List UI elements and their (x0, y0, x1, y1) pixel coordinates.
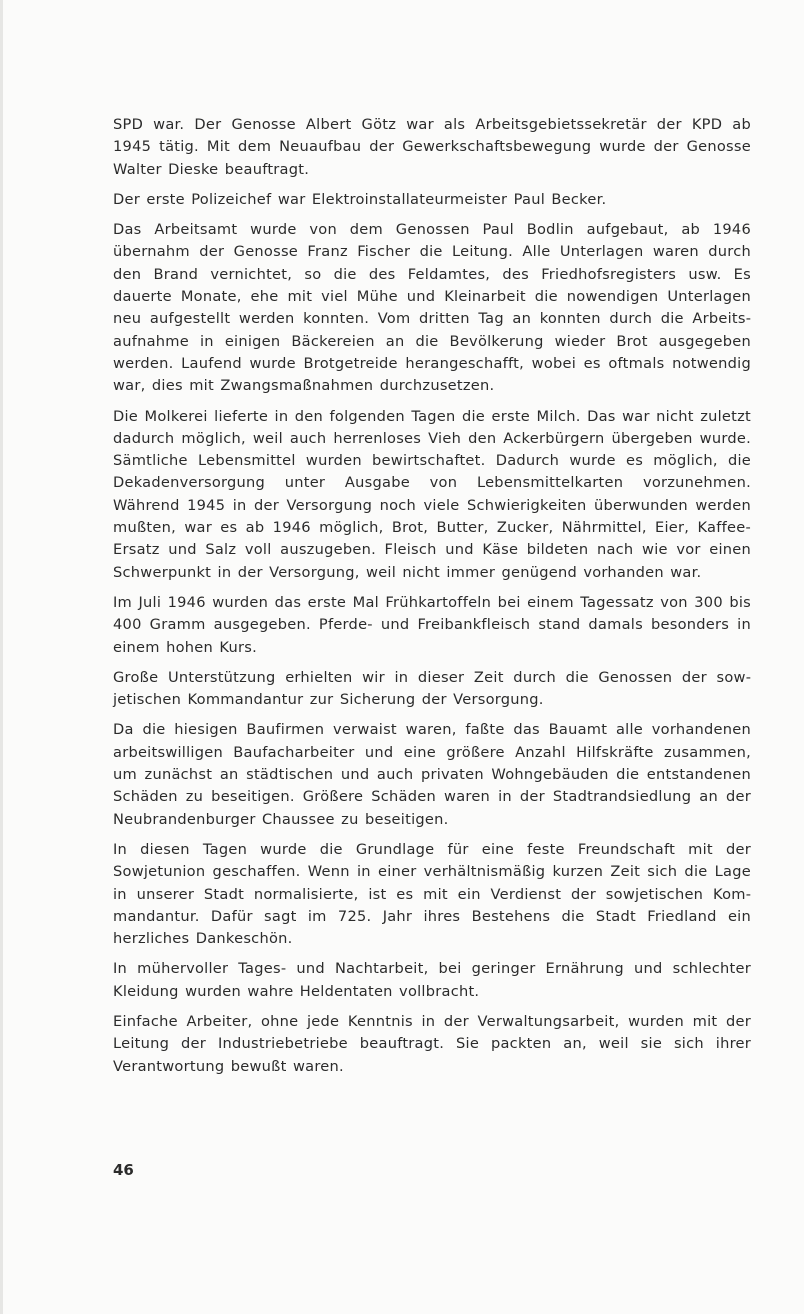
paragraph-soviet-support: Große Unterstützung erhielten wir in dieser Zeit durch die Genossen der sowjetischen Kommandantur zur Sicherung der Versorgung. (113, 668, 751, 709)
paragraph-party-functionaries: SPD war. Der Genosse Albert Götz war als Arbeitsgebietssekretär der KPD ab 1945 tätig. Mit dem Neuaufbau der Gewerkschaftsbewegung wurde der Genosse Walter Dieske beauftragt. (113, 116, 751, 178)
paragraph-heroic-work: In mühervoller Tages- und Nachtarbeit, bei geringer Ernährung und schlechter Kleidung wurden wahre Heldentaten vollbracht. (113, 960, 751, 1000)
page-number: 46 (113, 1161, 134, 1179)
body-text (113, 114, 751, 1086)
paragraph-police-chief: Der erste Polizeichef war Elektroinstallateurmeister Paul Becker. (113, 190, 607, 208)
paragraph-friendship: In diesen Tagen wurde die Grundlage für eine feste Freundschaft mit der Sowjetunion geschaffen. Wenn in einer verhältnismäßig kurzen Zeit sich die Lage in unserer Stadt normalisierte, ist es mit ein Verdienst der sowjetischen Kommandantur. Dafür sagt im 725. Jahr ihres Bestehens die Stadt Friedland ein herzliches Dankeschön. (113, 840, 751, 948)
paragraph-employment-office: Das Arbeitsamt wurde von dem Genossen Paul Bodlin aufgebaut, ab 1946 übernahm der Genosse Franz Fischer die Leitung. Alle Unterlagen waren durch den Brand vernichtet, so die des Feldamtes, des Friedhofsregisters usw. Es dauerte Monate, ehe mit viel Mühe und Kleinarbeit die nowendigen Unterlagen neu aufgestellt werden konnten. Vom dritten Tag an konnten durch die Arbeitsaufnahme in einigen Bäckereien an die Bevölkerung wieder Brot ausgegeben werden. Laufend wurde Brotgetreide herangeschafft, wobei es oftmals notwendig war, dies mit Zwangsmaßnahmen durchzusetzen. (113, 221, 751, 395)
paragraph-building-office: Da die hiesigen Baufirmen verwaist waren, faßte das Bauamt alle vorhandenen arbeitswilligen Baufacharbeiter und eine größere Anzahl Hilfskräfte zusammen, um zunächst an städtischen und auch privaten Wohngebäuden die entstandenen Schäden zu beseitigen. Größere Schäden waren in der Stadtrandsiedlung an der Neubrandenburger Chaussee zu beseitigen. (113, 721, 751, 828)
paragraph-potatoes: Im Juli 1946 wurden das erste Mal Frühkartoffeln bei einem Tagessatz von 300 bis 400 Gramm ausgegeben. Pferde- und Freibankfleisch stand damals besonders in einem hohen Kurs. (113, 593, 751, 656)
paragraph-industry-workers: Einfache Arbeiter, ohne jede Kenntnis in der Verwaltungsarbeit, wurden mit der Leitung der Industriebetriebe beauftragt. Sie packten an, weil sie sich ihrer Verantwortung bewußt waren. (113, 1012, 751, 1075)
paragraph-dairy-supply: Die Molkerei lieferte in den folgenden Tagen die erste Milch. Das war nicht zuletzt dadurch möglich, weil auch herrenloses Vieh den Ackerbürgern übergeben wurde. Sämtliche Lebensmittel wurden bewirtschaftet. Dadurch wurde es möglich, die Dekadenversorgung unter Ausgabe von Lebensmittelkarten vorzunehmen. Während 1945 in der Versorgung noch viele Schwierigkeiten überwunden werden mußten, war es ab 1946 möglich, Brot, Butter, Zucker, Nährmittel, Eier, Kaffee-Ersatz und Salz voll auszugeben. Fleisch und Käse bildeten nach wie vor einen Schwerpunkt in der Versorgung, weil nicht immer genügend vorhanden war. (113, 407, 751, 581)
